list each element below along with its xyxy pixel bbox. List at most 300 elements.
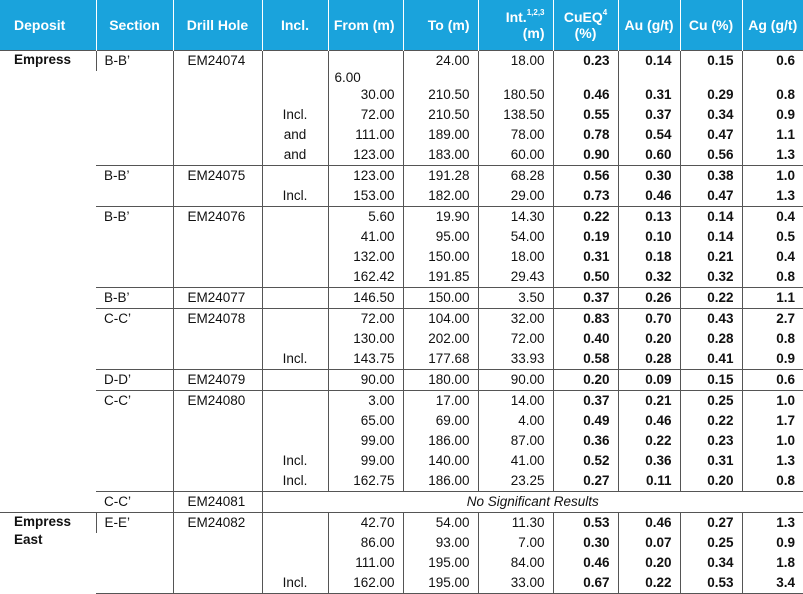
to-cell: 180.00 <box>403 370 478 391</box>
cueq-cell: 0.37 <box>553 288 618 309</box>
section-cell <box>96 329 173 349</box>
cu-cell: 0.41 <box>680 349 742 370</box>
ag-cell: 0.9 <box>742 533 803 553</box>
cu-cell: 0.14 <box>680 227 742 247</box>
from-cell: 86.00 <box>328 533 403 553</box>
table-row <box>0 85 803 105</box>
incl-cell: and <box>262 125 328 145</box>
header-cueq: CuEQ$^4$ (%) <box>553 0 618 51</box>
table-row <box>0 145 803 166</box>
header-interval: Int.$^{1,2,3}$ (m) <box>478 0 553 51</box>
ag-cell: 1.1 <box>742 288 803 309</box>
to-cell: 54.00 <box>403 513 478 534</box>
from-cell: 146.50 <box>328 288 403 309</box>
hole-cell <box>173 471 262 492</box>
int-cell: 14.30 <box>478 207 553 228</box>
incl-cell <box>262 391 328 412</box>
au-cell: 0.60 <box>618 145 680 166</box>
incl-cell <box>262 370 328 391</box>
cu-cell: 0.15 <box>680 51 742 72</box>
au-cell: 0.22 <box>618 431 680 451</box>
cu-cell: 0.38 <box>680 166 742 187</box>
int-cell: 87.00 <box>478 431 553 451</box>
section-cell: E-E’ <box>96 513 173 534</box>
ag-cell: 0.5 <box>742 227 803 247</box>
table-row <box>0 105 803 125</box>
cu-cell <box>680 71 742 85</box>
int-cell: 68.28 <box>478 166 553 187</box>
section-cell <box>96 573 173 594</box>
from-cell: 153.00 <box>328 186 403 207</box>
deposit-cell: Empress <box>0 51 96 513</box>
cueq-cell: 0.78 <box>553 125 618 145</box>
section-cell <box>96 267 173 288</box>
section-cell <box>96 411 173 431</box>
au-cell: 0.28 <box>618 349 680 370</box>
cueq-cell: 0.20 <box>553 370 618 391</box>
ag-cell: 1.8 <box>742 553 803 573</box>
table-row <box>0 573 803 594</box>
ag-cell: 1.3 <box>742 513 803 534</box>
from-cell: 65.00 <box>328 411 403 431</box>
cueq-cell: 0.22 <box>553 207 618 228</box>
header-ag: Ag (g/t) <box>742 0 803 51</box>
table-row <box>0 288 803 309</box>
header-section: Section <box>96 0 173 51</box>
au-cell: 0.70 <box>618 309 680 330</box>
incl-cell: Incl. <box>262 186 328 207</box>
to-cell: 186.00 <box>403 431 478 451</box>
section-cell: C-C’ <box>96 492 173 513</box>
to-cell: 177.68 <box>403 349 478 370</box>
au-cell: 0.32 <box>618 267 680 288</box>
to-cell: 95.00 <box>403 227 478 247</box>
incl-cell: and <box>262 145 328 166</box>
incl-cell <box>262 288 328 309</box>
hole-cell <box>173 451 262 471</box>
au-cell: 0.20 <box>618 553 680 573</box>
int-cell: 78.00 <box>478 125 553 145</box>
table-row <box>0 411 803 431</box>
cu-cell: 0.21 <box>680 247 742 267</box>
table-row <box>0 370 803 391</box>
no-results-cell: No Significant Results <box>262 492 803 513</box>
to-cell: 93.00 <box>403 533 478 553</box>
au-cell: 0.30 <box>618 166 680 187</box>
cu-cell: 0.27 <box>680 513 742 534</box>
from-cell: 90.00 <box>328 370 403 391</box>
table-row <box>0 247 803 267</box>
section-cell <box>96 431 173 451</box>
au-cell: 0.46 <box>618 513 680 534</box>
cu-cell: 0.22 <box>680 411 742 431</box>
table-row <box>0 166 803 187</box>
hole-cell <box>173 247 262 267</box>
hole-cell <box>173 533 262 553</box>
table-row <box>0 391 803 412</box>
cueq-cell: 0.27 <box>553 471 618 492</box>
section-cell <box>96 145 173 166</box>
table-body <box>0 51 803 594</box>
au-cell: 0.21 <box>618 391 680 412</box>
cu-cell: 0.47 <box>680 125 742 145</box>
to-cell: 69.00 <box>403 411 478 431</box>
incl-cell <box>262 85 328 105</box>
incl-cell <box>262 329 328 349</box>
incl-cell <box>262 207 328 228</box>
au-cell: 0.20 <box>618 329 680 349</box>
to-cell: 140.00 <box>403 451 478 471</box>
from-cell: 72.00 <box>328 309 403 330</box>
from-cell: 162.00 <box>328 573 403 594</box>
cueq-cell: 0.49 <box>553 411 618 431</box>
from-cell: 42.70 <box>328 513 403 534</box>
au-cell: 0.18 <box>618 247 680 267</box>
incl-cell <box>262 166 328 187</box>
hole-cell: EM24076 <box>173 207 262 228</box>
from-cell: 130.00 <box>328 329 403 349</box>
hole-cell: EM24081 <box>173 492 262 513</box>
table-row <box>0 513 803 534</box>
incl-cell <box>262 411 328 431</box>
header-au: Au (g/t) <box>618 0 680 51</box>
cu-cell: 0.47 <box>680 186 742 207</box>
au-cell: 0.26 <box>618 288 680 309</box>
to-cell <box>403 71 478 85</box>
cueq-cell: 0.50 <box>553 267 618 288</box>
au-cell: 0.46 <box>618 411 680 431</box>
incl-cell <box>262 227 328 247</box>
from-cell: 111.00 <box>328 125 403 145</box>
ag-cell: 1.0 <box>742 391 803 412</box>
ag-cell: 0.8 <box>742 85 803 105</box>
hole-cell: EM24080 <box>173 391 262 412</box>
from-cell: 6.00 <box>328 71 403 85</box>
cu-cell: 0.22 <box>680 288 742 309</box>
section-cell <box>96 85 173 105</box>
to-cell: 17.00 <box>403 391 478 412</box>
from-cell: 123.00 <box>328 166 403 187</box>
cu-cell: 0.25 <box>680 533 742 553</box>
hole-cell: EM24078 <box>173 309 262 330</box>
ag-cell: 0.6 <box>742 370 803 391</box>
cu-cell: 0.31 <box>680 451 742 471</box>
from-cell: 162.75 <box>328 471 403 492</box>
section-cell <box>96 451 173 471</box>
to-cell: 189.00 <box>403 125 478 145</box>
ag-cell: 0.9 <box>742 349 803 370</box>
to-cell: 195.00 <box>403 553 478 573</box>
table-row <box>0 431 803 451</box>
ag-cell: 0.8 <box>742 329 803 349</box>
table-row <box>0 349 803 370</box>
table-row <box>0 492 803 513</box>
header-to: To (m) <box>403 0 478 51</box>
au-cell: 0.22 <box>618 573 680 594</box>
table-row <box>0 451 803 471</box>
ag-cell: 1.0 <box>742 431 803 451</box>
int-cell: 32.00 <box>478 309 553 330</box>
from-cell: 99.00 <box>328 431 403 451</box>
hole-cell <box>173 573 262 594</box>
section-cell <box>96 227 173 247</box>
int-cell: 4.00 <box>478 411 553 431</box>
cueq-cell: 0.23 <box>553 51 618 72</box>
from-cell: 111.00 <box>328 553 403 573</box>
cu-cell: 0.23 <box>680 431 742 451</box>
incl-cell: Incl. <box>262 105 328 125</box>
int-cell: 41.00 <box>478 451 553 471</box>
ag-cell: 1.1 <box>742 125 803 145</box>
section-cell <box>96 533 173 553</box>
table-row <box>0 71 803 85</box>
ag-cell: 2.7 <box>742 309 803 330</box>
ag-cell: 1.3 <box>742 186 803 207</box>
to-cell: 210.50 <box>403 105 478 125</box>
cu-cell: 0.53 <box>680 573 742 594</box>
hole-cell: EM24075 <box>173 166 262 187</box>
cueq-cell: 0.53 <box>553 513 618 534</box>
header-drill-hole: Drill Hole <box>173 0 262 51</box>
cu-cell: 0.28 <box>680 329 742 349</box>
hole-cell <box>173 267 262 288</box>
cueq-cell: 0.36 <box>553 431 618 451</box>
section-cell: C-C’ <box>96 309 173 330</box>
section-cell <box>96 186 173 207</box>
cu-cell: 0.34 <box>680 553 742 573</box>
from-cell: 41.00 <box>328 227 403 247</box>
int-cell: 60.00 <box>478 145 553 166</box>
cu-cell: 0.20 <box>680 471 742 492</box>
hole-cell: EM24079 <box>173 370 262 391</box>
au-cell: 0.13 <box>618 207 680 228</box>
int-cell: 138.50 <box>478 105 553 125</box>
hole-cell <box>173 105 262 125</box>
section-cell <box>96 125 173 145</box>
header-cu: Cu (%) <box>680 0 742 51</box>
cu-cell: 0.15 <box>680 370 742 391</box>
au-cell <box>618 71 680 85</box>
cueq-cell: 0.46 <box>553 553 618 573</box>
cu-cell: 0.43 <box>680 309 742 330</box>
from-cell: 72.00 <box>328 105 403 125</box>
section-cell: B-B’ <box>96 207 173 228</box>
incl-cell <box>262 533 328 553</box>
cueq-cell: 0.30 <box>553 533 618 553</box>
hole-cell: EM24074 <box>173 51 262 72</box>
hole-cell <box>173 349 262 370</box>
ag-cell: 1.7 <box>742 411 803 431</box>
cueq-cell: 0.58 <box>553 349 618 370</box>
int-cell: 14.00 <box>478 391 553 412</box>
int-cell: 72.00 <box>478 329 553 349</box>
to-cell: 150.00 <box>403 288 478 309</box>
incl-cell <box>262 247 328 267</box>
ag-cell: 1.3 <box>742 451 803 471</box>
int-cell: 7.00 <box>478 533 553 553</box>
au-cell: 0.31 <box>618 85 680 105</box>
table-row <box>0 207 803 228</box>
from-cell: 3.00 <box>328 391 403 412</box>
incl-cell: Incl. <box>262 451 328 471</box>
ag-cell: 0.6 <box>742 51 803 72</box>
from-cell: 30.00 <box>328 85 403 105</box>
from-cell: 123.00 <box>328 145 403 166</box>
table-row <box>0 329 803 349</box>
cueq-cell: 0.40 <box>553 329 618 349</box>
section-cell: B-B’ <box>96 51 173 72</box>
from-cell: 5.60 <box>328 207 403 228</box>
cueq-cell: 0.83 <box>553 309 618 330</box>
table-row <box>0 51 803 72</box>
cu-cell: 0.34 <box>680 105 742 125</box>
hole-cell <box>173 329 262 349</box>
table-header <box>0 0 803 51</box>
au-cell: 0.14 <box>618 51 680 72</box>
header-incl: Incl. <box>262 0 328 51</box>
hole-cell <box>173 431 262 451</box>
section-cell <box>96 247 173 267</box>
from-cell: 143.75 <box>328 349 403 370</box>
hole-cell <box>173 553 262 573</box>
ag-cell: 0.9 <box>742 105 803 125</box>
to-cell: 202.00 <box>403 329 478 349</box>
ag-cell: 3.4 <box>742 573 803 594</box>
cueq-cell <box>553 71 618 85</box>
cueq-cell: 0.73 <box>553 186 618 207</box>
au-cell: 0.46 <box>618 186 680 207</box>
section-cell <box>96 471 173 492</box>
to-cell: 191.28 <box>403 166 478 187</box>
from-cell: 132.00 <box>328 247 403 267</box>
int-cell: 29.43 <box>478 267 553 288</box>
au-cell: 0.09 <box>618 370 680 391</box>
cueq-cell: 0.55 <box>553 105 618 125</box>
hole-cell <box>173 145 262 166</box>
cu-cell: 0.14 <box>680 207 742 228</box>
deposit-cell: Empress East <box>0 513 96 594</box>
hole-cell <box>173 411 262 431</box>
to-cell: 104.00 <box>403 309 478 330</box>
to-cell: 19.90 <box>403 207 478 228</box>
au-cell: 0.11 <box>618 471 680 492</box>
section-cell <box>96 105 173 125</box>
incl-cell <box>262 309 328 330</box>
table-row <box>0 471 803 492</box>
int-cell: 54.00 <box>478 227 553 247</box>
to-cell: 186.00 <box>403 471 478 492</box>
int-cell: 180.50 <box>478 85 553 105</box>
cueq-cell: 0.46 <box>553 85 618 105</box>
to-cell: 150.00 <box>403 247 478 267</box>
hole-cell <box>173 71 262 85</box>
incl-cell: Incl. <box>262 573 328 594</box>
to-cell: 210.50 <box>403 85 478 105</box>
cueq-cell: 0.19 <box>553 227 618 247</box>
table-row <box>0 125 803 145</box>
ag-cell: 0.4 <box>742 207 803 228</box>
to-cell: 182.00 <box>403 186 478 207</box>
incl-cell <box>262 267 328 288</box>
incl-cell <box>262 51 328 72</box>
ag-cell: 1.0 <box>742 166 803 187</box>
cu-cell: 0.32 <box>680 267 742 288</box>
ag-cell: 0.8 <box>742 471 803 492</box>
int-cell: 11.30 <box>478 513 553 534</box>
to-cell: 24.00 <box>403 51 478 72</box>
table-row <box>0 267 803 288</box>
ag-cell <box>742 71 803 85</box>
int-cell: 3.50 <box>478 288 553 309</box>
cu-cell: 0.25 <box>680 391 742 412</box>
cueq-cell: 0.56 <box>553 166 618 187</box>
incl-cell <box>262 553 328 573</box>
int-cell: 33.00 <box>478 573 553 594</box>
table-row <box>0 553 803 573</box>
table-row <box>0 186 803 207</box>
section-cell <box>96 71 173 85</box>
to-cell: 191.85 <box>403 267 478 288</box>
from-cell <box>328 51 403 72</box>
section-cell <box>96 553 173 573</box>
int-cell: 90.00 <box>478 370 553 391</box>
from-cell: 162.42 <box>328 267 403 288</box>
au-cell: 0.10 <box>618 227 680 247</box>
table-row <box>0 533 803 553</box>
au-cell: 0.37 <box>618 105 680 125</box>
incl-cell <box>262 71 328 85</box>
to-cell: 195.00 <box>403 573 478 594</box>
section-cell: B-B’ <box>96 166 173 187</box>
int-cell: 18.00 <box>478 247 553 267</box>
table-row <box>0 227 803 247</box>
section-cell: B-B’ <box>96 288 173 309</box>
section-cell <box>96 349 173 370</box>
hole-cell <box>173 125 262 145</box>
incl-cell <box>262 431 328 451</box>
hole-cell: EM24077 <box>173 288 262 309</box>
cueq-cell: 0.31 <box>553 247 618 267</box>
int-cell <box>478 71 553 85</box>
int-cell: 33.93 <box>478 349 553 370</box>
incl-cell: Incl. <box>262 471 328 492</box>
to-cell: 183.00 <box>403 145 478 166</box>
cueq-cell: 0.90 <box>553 145 618 166</box>
hole-cell <box>173 227 262 247</box>
au-cell: 0.07 <box>618 533 680 553</box>
table-row <box>0 309 803 330</box>
cueq-cell: 0.52 <box>553 451 618 471</box>
cu-cell: 0.56 <box>680 145 742 166</box>
ag-cell: 0.8 <box>742 267 803 288</box>
incl-cell: Incl. <box>262 349 328 370</box>
cueq-cell: 0.37 <box>553 391 618 412</box>
au-cell: 0.54 <box>618 125 680 145</box>
section-cell: D-D’ <box>96 370 173 391</box>
cueq-cell: 0.67 <box>553 573 618 594</box>
int-cell: 18.00 <box>478 51 553 72</box>
from-cell: 99.00 <box>328 451 403 471</box>
int-cell: 84.00 <box>478 553 553 573</box>
au-cell: 0.36 <box>618 451 680 471</box>
hole-cell: EM24082 <box>173 513 262 534</box>
header-from: From (m) <box>328 0 403 51</box>
int-cell: 23.25 <box>478 471 553 492</box>
hole-cell <box>173 186 262 207</box>
header-deposit: Deposit <box>0 0 96 51</box>
int-cell: 29.00 <box>478 186 553 207</box>
ag-cell: 1.3 <box>742 145 803 166</box>
